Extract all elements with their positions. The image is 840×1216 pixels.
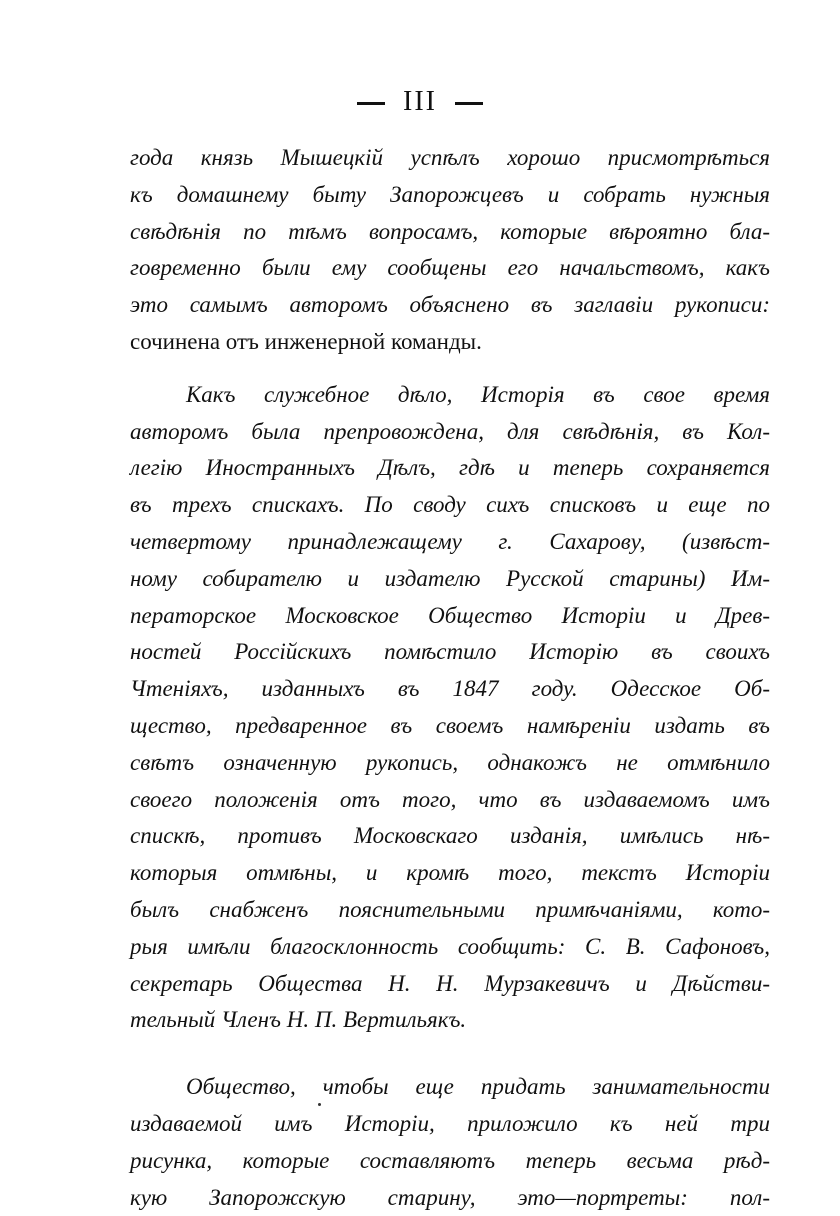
text-line: ному собирателю и издателю Русской старины) Им- [130, 565, 770, 591]
print-speck [318, 1103, 321, 1106]
header-dash-left [357, 102, 385, 105]
text-line: легію Иностранныхъ Дѣлъ, гдѣ и теперь сохраняется [130, 455, 770, 481]
page-header [0, 84, 840, 120]
text-line: Общество, чтобы еще придать занимательности [186, 1074, 770, 1100]
body-text [130, 140, 770, 1216]
text-line: секретарь Общества Н. Н. Мурзакевичъ и Дѣйстви- [130, 970, 770, 996]
text-line: издаваемой имъ Исторіи, приложило къ ней три [130, 1110, 770, 1136]
text-line: былъ снабженъ пояснительными примѣчаніями, кото- [130, 896, 770, 922]
text-line: рыя имѣли благосклонность сообщить: С. В. Сафоновъ, [130, 933, 770, 959]
text-line: которыя отмѣны, и кромѣ того, текстъ Исторіи [130, 860, 770, 886]
text-line: въ трехъ спискахъ. По своду сихъ списковъ и еще по [130, 492, 770, 518]
text-line: года князь Мышецкій успѣлъ хорошо присмотрѣться [130, 145, 770, 170]
header-dash-right [455, 102, 483, 105]
text-line: рисунка, которые составляютъ теперь весьма рѣд- [130, 1147, 770, 1173]
text-line: спискѣ, противъ Московскаго изданія, имѣлись нѣ- [130, 823, 770, 849]
text-line: ностей Россійскихъ помѣстило Исторію въ своихъ [130, 639, 770, 665]
paragraph-3 [130, 1069, 770, 1216]
text-line: кую Запорожскую старину, это—портреты: пол- [130, 1184, 770, 1210]
text-line: своего положенія отъ того, что въ издаваемомъ имъ [130, 786, 770, 812]
paragraph-1 [130, 140, 770, 361]
text-line: тельный Членъ Н. П. Вертильякъ. [130, 1007, 467, 1033]
text-line: четвертому принадлежащему г. Сахарову, (извѣст- [130, 528, 770, 554]
text-line: говременно были ему сообщены его начальствомъ, какъ [130, 255, 770, 281]
text-line: Какъ служебное дѣло, Исторія въ свое время [186, 381, 770, 407]
text-line: свѣдѣнія по тѣмъ вопросамъ, которые вѣроятно бла- [130, 218, 770, 244]
text-line: Чтеніяхъ, изданныхъ въ 1847 году. Одесское Об- [130, 676, 770, 702]
text-line: это самымъ авторомъ объяснено въ заглавіи рукописи: [130, 292, 770, 318]
text-line: щество, предваренное въ своемъ намѣреніи издать въ [130, 712, 770, 738]
page-number: III [403, 86, 437, 117]
text-line: свѣтъ означенную рукопись, однакожъ не отмѣнило [130, 749, 770, 775]
text-line: сочинена отъ инженерной команды. [130, 328, 482, 354]
text-line: авторомъ была препровождена, для свѣдѣнія, въ Кол- [130, 418, 770, 444]
text-line: къ домашнему быту Запорожцевъ и собрать нужныя [130, 181, 770, 207]
paragraph-2 [130, 377, 770, 1039]
text-line: ператорское Московское Общество Исторіи и Древ- [130, 602, 770, 628]
